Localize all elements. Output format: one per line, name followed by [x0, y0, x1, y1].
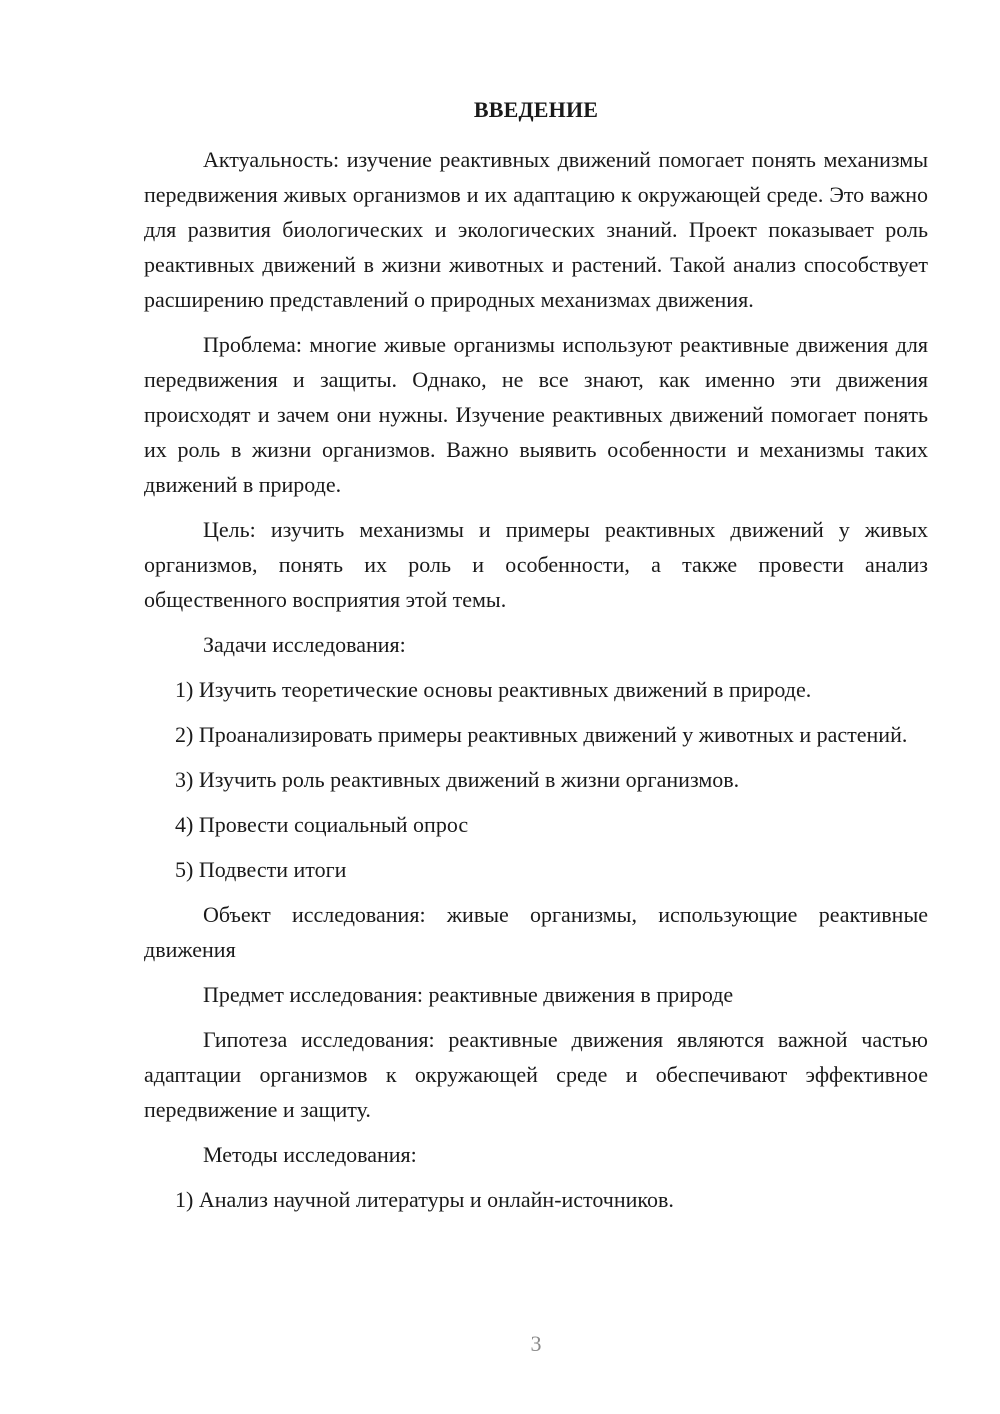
hypothesis-paragraph: Гипотеза исследования: реактивные движения являются важной частью адаптации организмов к окружающей среде и обеспечивают эффективное передвижение и защиту. [144, 1027, 928, 1122]
page-number: 3 [530, 1331, 542, 1356]
object-paragraph: Объект исследования: живые организмы, использующие реактивные движения [144, 902, 928, 962]
methods-heading: Методы исследования: [203, 1142, 417, 1167]
subject-paragraph: Предмет исследования: реактивные движения в природе [203, 982, 734, 1007]
goal-paragraph: Цель: изучить механизмы и примеры реактивных движений у живых организмов, понять их роль и особенности, а также провести анализ общественного восприятия этой темы. [144, 517, 928, 612]
task-item: 4) Провести социальный опрос [175, 812, 469, 837]
task-item: 3) Изучить роль реактивных движений в жизни организмов. [175, 767, 740, 792]
section-title: ВВЕДЕНИЕ [473, 97, 599, 122]
relevance-paragraph: Актуальность: изучение реактивных движений помогает понять механизмы передвижения живых организмов и их адаптацию к окружающей среде. Это важно для развития биологических и экологических знаний. Проект показывает роль реактивных движений в жизни животных и растений. Такой анализ способствует расширению представлений о природных механизмах движения. [144, 147, 928, 312]
method-item: 1) Анализ научной литературы и онлайн-источников. [175, 1187, 674, 1212]
problem-paragraph: Проблема: многие живые организмы используют реактивные движения для передвижения и защиты. Однако, не все знают, как именно эти движения происходят и зачем они нужны. Изучение реактивных движений помогает понять их роль в жизни организмов. Важно выявить особенности и механизмы таких движений в природе. [144, 332, 928, 497]
task-item: 2) Проанализировать примеры реактивных движений у животных и растений. [175, 722, 908, 747]
document-page [144, 92, 928, 1227]
task-item: 1) Изучить теоретические основы реактивных движений в природе. [175, 677, 812, 702]
tasks-heading: Задачи исследования: [203, 632, 406, 657]
task-item: 5) Подвести итоги [175, 857, 347, 882]
